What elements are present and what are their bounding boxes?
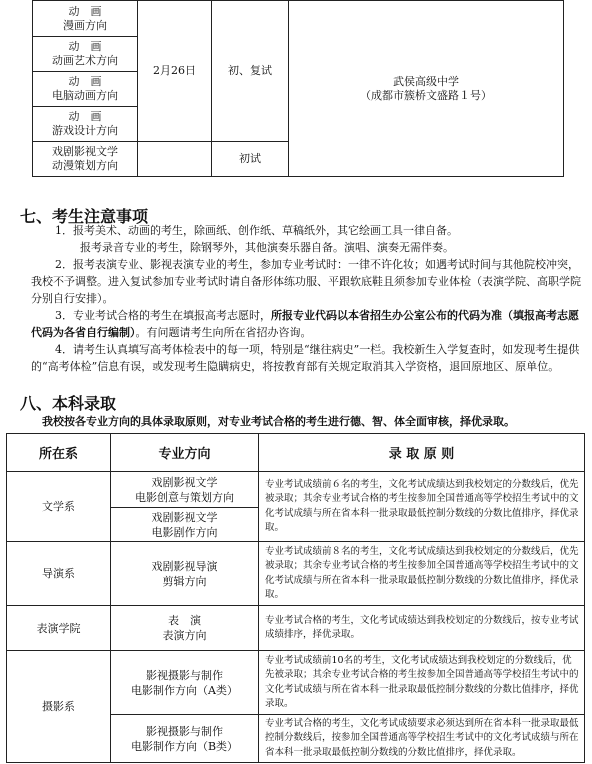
schedule-row: [33, 1, 564, 37]
rule-cell: 专业考试合格的考生，文化考试成绩要求必须达到所在省本科一批录取最低控制分数线后，按参加全国普通高等学校招生考试中的文化考试成绩与所在省本科一批录取最低控制分数线的分数比值排序，择优录取。: [259, 715, 585, 763]
notice-item-1b: 报考录音专业的考生，除钢琴外，其他演奏乐器自备。演唱、演奏无需伴奏。: [80, 241, 454, 254]
major-cell: 戏剧影视文学 电影创意与策划方向: [111, 472, 259, 508]
rule-cell: 专业考试合格的考生，文化考试成绩达到我校划定的分数线后，按专业考试成绩排序，择优录取。: [259, 606, 585, 651]
section-8-heading: 八、本科录取: [20, 394, 117, 413]
table-row: [7, 472, 585, 508]
major-cell: 动 画 游戏设计方向: [33, 107, 138, 142]
rule-cell: 专业考试成绩前６名的考生，文化考试成绩达到我校划定的分数线后，优先被录取；其余专业考试合格的考生按参加全国普通高等学校招生考试中的文化考试成绩与所在省本科一批录取最低控制分数线的分数比值排序，择优录取。: [259, 472, 585, 542]
major-cell: 戏剧影视导演 剪辑方向: [111, 542, 259, 606]
table-row: [7, 542, 585, 606]
exam-venue-cell: 武侯高级中学 （成都市簇桥文盛路１号）: [289, 1, 564, 177]
notice-item-4: 4．请考生认真填写高考体检表中的每一项，特别是“继往病史”一栏。我校新生入学复查时，如发现考生提供的“高考体检”信息有误，或发现考生隐瞒病史，将按教育部有关规定取消其入学资格，退回原地区、原单位。: [31, 343, 580, 373]
major-cell: 动 画 漫画方向: [33, 1, 138, 37]
rule-cell: 专业考试成绩前10名的考生，文化考试成绩达到我校划定的分数线后，优先被录取；其余专业考试合格的考生按参加全国普通高等学校招生考试中的文化考试成绩与所在省本科一批录取最低控制分数线的分数比值排序，择优录取。: [259, 651, 585, 715]
department-cell: 摄影系: [7, 651, 111, 763]
major-cell: 戏剧影视文学 电影剧作方向: [111, 508, 259, 542]
notice-item-3: 3．专业考试合格的考生在填报高考志愿时，所报专业代码以本省招生办公室公布的代码为准（填报高考志愿代码为各省自行编制）。有问题请考生向所在省招办咨询。: [31, 309, 579, 339]
major-cell: 表 演 表演方向: [111, 606, 259, 651]
table-header-row: [7, 434, 585, 472]
exam-round-cell: 初、复试: [212, 1, 289, 142]
major-cell: 影视摄影与制作 电影制作方向（A类）: [111, 651, 259, 715]
major-cell: 戏剧影视文学 动漫策划方向: [33, 142, 138, 177]
section-7-heading: 七、考生注意事项: [20, 207, 149, 226]
admission-rules-table: [6, 433, 585, 763]
header-rule: 录 取 原 则: [259, 434, 585, 472]
department-cell: 表演学院: [7, 606, 111, 651]
notice-item-1a: 1．报考美术、动画的考生，除画纸、创作纸、草稿纸外，其它绘画工具一律自备。: [55, 224, 458, 237]
exam-round-cell: 初试: [212, 142, 289, 177]
department-cell: 导演系: [7, 542, 111, 606]
exam-date-cell-empty: [138, 142, 212, 177]
table-row: [7, 606, 585, 651]
admission-intro: 我校按各专业方向的具体录取原则，对专业考试合格的考生进行德、智、体全面审核，择优录取。: [42, 415, 515, 428]
exam-schedule-table: [32, 0, 564, 177]
department-cell: 文学系: [7, 472, 111, 542]
notice-item-3-emphasis: 所报专业代码以本省招生办公室公布的代码为准（填报高考志愿代码为各省自行编制）: [31, 309, 579, 339]
notice-item-2: 2．报考表演专业、影视表演专业的考生，参加专业考试时：一律不许化妆；如遇考试时间与其他院校冲突，我校不予调整。进入复试参加专业考试时请自备形体练功服、平跟软底鞋且须参加专业体检（表演学院、高职学院分别自行安排）。: [31, 258, 581, 305]
exam-date-cell: 2月26日: [138, 1, 212, 142]
header-department: 所在系: [7, 434, 111, 472]
header-major: 专业方向: [111, 434, 259, 472]
major-cell: 动 画 动画艺术方向: [33, 37, 138, 72]
major-cell: 动 画 电脑动画方向: [33, 72, 138, 107]
table-row: [7, 651, 585, 715]
rule-cell: 专业考试成绩前８名的考生，文化考试成绩达到我校划定的分数线后，优先被录取；其余专业考试合格的考生按参加全国普通高等学校招生考试中的文化考试成绩与所在省本科一批录取最低控制分数线的分数比值排序，择优录取。: [259, 542, 585, 606]
major-cell: 影视摄影与制作 电影制作方向（B类）: [111, 715, 259, 763]
